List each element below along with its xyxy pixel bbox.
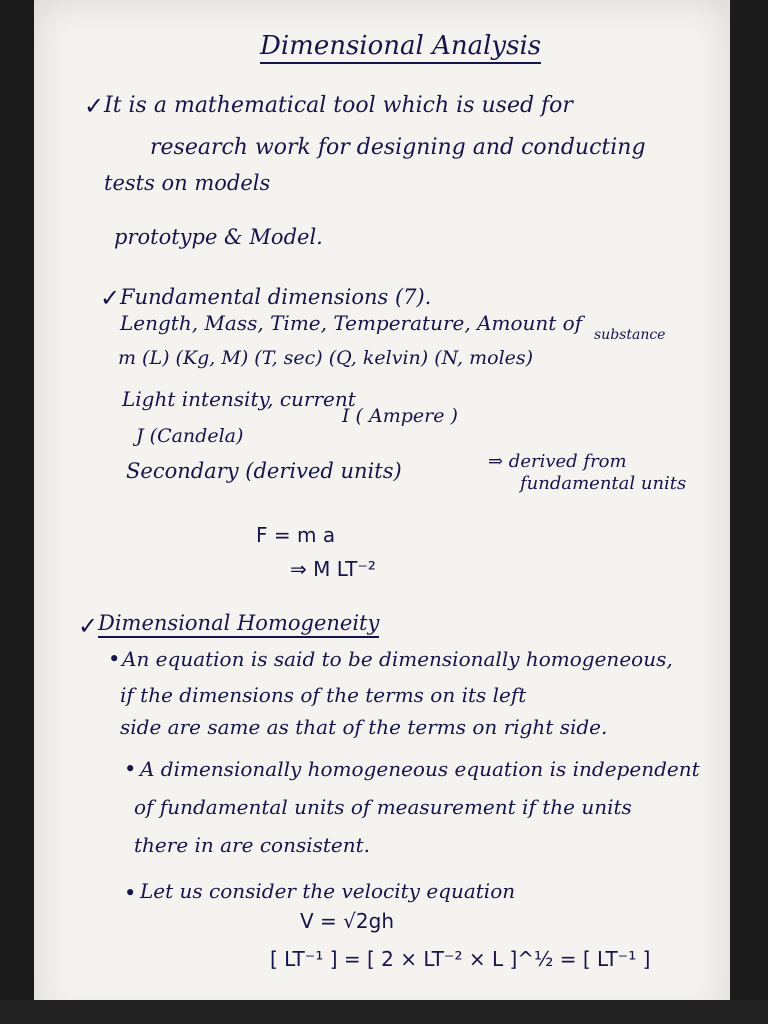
page-title: Dimensional Analysis bbox=[260, 32, 541, 64]
checkmark-icon: ✓ bbox=[78, 612, 99, 640]
bullet-icon: • bbox=[124, 881, 137, 905]
light-intensity-line: Light intensity, current bbox=[122, 387, 356, 411]
substance-label: substance bbox=[594, 327, 666, 343]
checkmark-icon: ✓ bbox=[84, 92, 105, 120]
force-equation: F = m a bbox=[256, 523, 336, 547]
bullet-1-line-1: An equation is said to be dimensionally homogeneous, bbox=[122, 647, 673, 671]
checkmark-icon: ✓ bbox=[100, 284, 121, 312]
dimension-equation: [ LT⁻¹ ] = [ 2 × LT⁻² × L ]^½ = [ LT⁻¹ ] bbox=[270, 947, 651, 971]
bullet-icon: • bbox=[108, 647, 121, 671]
secondary-units-label: Secondary (derived units) bbox=[126, 459, 402, 483]
intro-line-1: It is a mathematical tool which is used for bbox=[104, 93, 573, 118]
bullet-3-line-1: Let us consider the velocity equation bbox=[140, 879, 516, 903]
velocity-equation: V = √2gh bbox=[300, 909, 394, 933]
fundamental-heading: Fundamental dimensions (7). bbox=[120, 285, 432, 309]
prototype-model-line: prototype & Model. bbox=[114, 225, 323, 249]
intro-line-3: tests on models bbox=[104, 171, 271, 195]
bullet-icon: • bbox=[124, 757, 137, 781]
homogeneity-heading: Dimensional Homogeneity bbox=[98, 612, 379, 638]
derived-from-text: ⇒ derived from bbox=[488, 451, 627, 472]
page-bottom-edge bbox=[0, 1000, 768, 1024]
fundamental-units-text: fundamental units bbox=[520, 473, 687, 494]
units-line: m (L) (Kg, M) (T, sec) (Q, kelvin) (N, moles) bbox=[118, 347, 534, 369]
bullet-1-line-2: if the dimensions of the terms on its left bbox=[120, 683, 527, 707]
force-dimension: ⇒ M LT⁻² bbox=[290, 557, 376, 581]
ampere-unit: I ( Ampere ) bbox=[342, 405, 458, 427]
intro-line-2: research work for designing and conducting bbox=[150, 135, 646, 160]
bullet-2-line-2: of fundamental units of measurement if the units bbox=[134, 795, 632, 819]
bullet-2-line-3: there in are consistent. bbox=[134, 833, 371, 857]
bullet-1-line-3: side are same as that of the terms on right side. bbox=[120, 715, 608, 739]
quantities-line: Length, Mass, Time, Temperature, Amount of bbox=[120, 311, 583, 335]
candela-unit: J (Candela) bbox=[136, 425, 244, 447]
bullet-2-line-1: A dimensionally homogeneous equation is independent bbox=[140, 757, 700, 781]
